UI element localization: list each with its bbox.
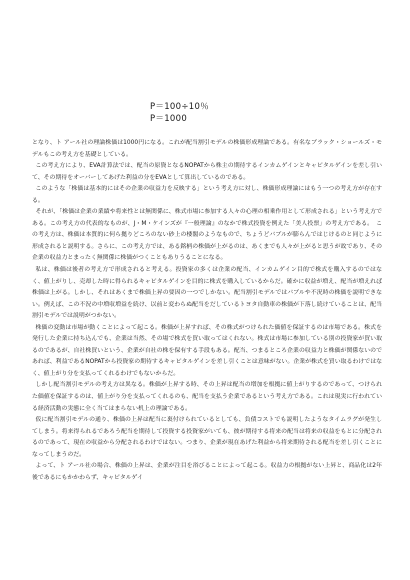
paragraph: よって、ト アール社の場合、株価の上昇は、企業が注目を浴びることによって起こる。収益力の根拠がない上昇と、商品化は2年後であるにもかかわらず、キャピタルゲイ: [32, 463, 382, 481]
paragraph: 株価の変動は市場が動くことによって起こる。株価が上昇すれば、その株式がつけられた価値を保証するのは市場である。株式を発行した企業に持ち込んでも、企業は当然、その場で株式を買い取ってはくれない。株式は市場に参加している別の投資家が買い取るのであるが、自社株買いという、企業が自社の株を保有する手段もある。配当、つまるところ企業の収益力と株価が関係ないのであれば、利益であるNOPATから投資家の期待するキャピタルゲインを差し引くことは意味がない。企業が株式を買い取るわけではなく、値上がり分を支払ってくれるわけでもないからだ。: [32, 324, 382, 377]
formula-price-result: P＝1000: [150, 114, 188, 124]
paragraph: それが、「株価は企業の業績や将来性とは無関係に、株式市場に参加する人々の心理の相乗作用として形成される」という考え方である。この考え方の代表的なものが、J・M・ケインズが『一般理論』のなかで株式投資を例えた「美人投票」の考え方である。 この考え方は、株価は本質的に何ら拠りどころのない砂上の楼閣のようなもので、ちょうどバブルが膨らんではじけるのと同じように形成されると説明する。さらに、この考え方では、ある銘柄の株価が上がるのは、あくまでも人々が上がると思うが故であり、その企業の収益力とまったく無関係に株価がつくこともありうることになる。: [32, 209, 382, 262]
paragraph: 仮に配当割引モデルの通り、株価の上昇は配当に裏付けられているとしても、負債コストでも説明したようなタイムラグが発生してしまう。将来得られるであろう配当を期待して投資する投資家がいても、彼が期待する将来の配当は将来の収益をもとに分配されるのであって、現在の収益から分配されるわけではない。つまり、企業が現在あげた利益から将来期待される配当を差し引くことになってしまうのだ。: [32, 417, 382, 458]
paragraph: となり、ト アール社の理論株価は1000円になる。これが配当割引モデルの株価形成理論である。有名なブラック・ショールズ・モデルもこの考え方を基礎としている。: [32, 140, 382, 158]
paragraph: しかし配当割引モデルの考え方は異なる。株価が上昇する時、その上昇は配当の増加を根拠に値上がりするのであって、つけられた価値を保証するのは、値上がり分を支払ってくれるのも、配当を支払う企業であるという考え方である。これは現実に行われている経済活動の実態に全く当てはまらない机上の理論である。: [32, 382, 382, 412]
paragraph: 私は、株価は後者の考え方で形成されると考える。投資家の多くは企業の配当、インカムゲイン目的で株式を購入するのではなく、値上がりし、売却した時に得られるキャピタルゲインを目的に株式を購入しているからだ。確かに収益が増え、配当が増えれば株価は上がる。しかし、それはあくまで株価上昇の要因の一つでしかない。配当割引モデルではバブルや不況時の株価を説明できない。例えば、この不況の中増収増益を続け、以前と変わらぬ配当をだしているトヨタ自動車の株価が下落し続けていることは、配当割引モデルでは説明がつかない。: [32, 267, 382, 320]
paragraph: このような「株価は基本的にはその企業の収益力を反映する」という考え方に対し、株価形成理論にはもう一つの考え方が存在する。: [32, 186, 382, 204]
paragraph: この考え方により、EVA計算法では、配当の原資となるNOPATから株主の期待するインカムゲインとキャピタルゲインを差し引いて、その期待をオーバーしてあげた利益の分をEVAとして算出しているのである。: [32, 163, 382, 181]
formula-price-calculation: P＝100÷10％: [150, 102, 209, 112]
body-text: [32, 138, 382, 484]
